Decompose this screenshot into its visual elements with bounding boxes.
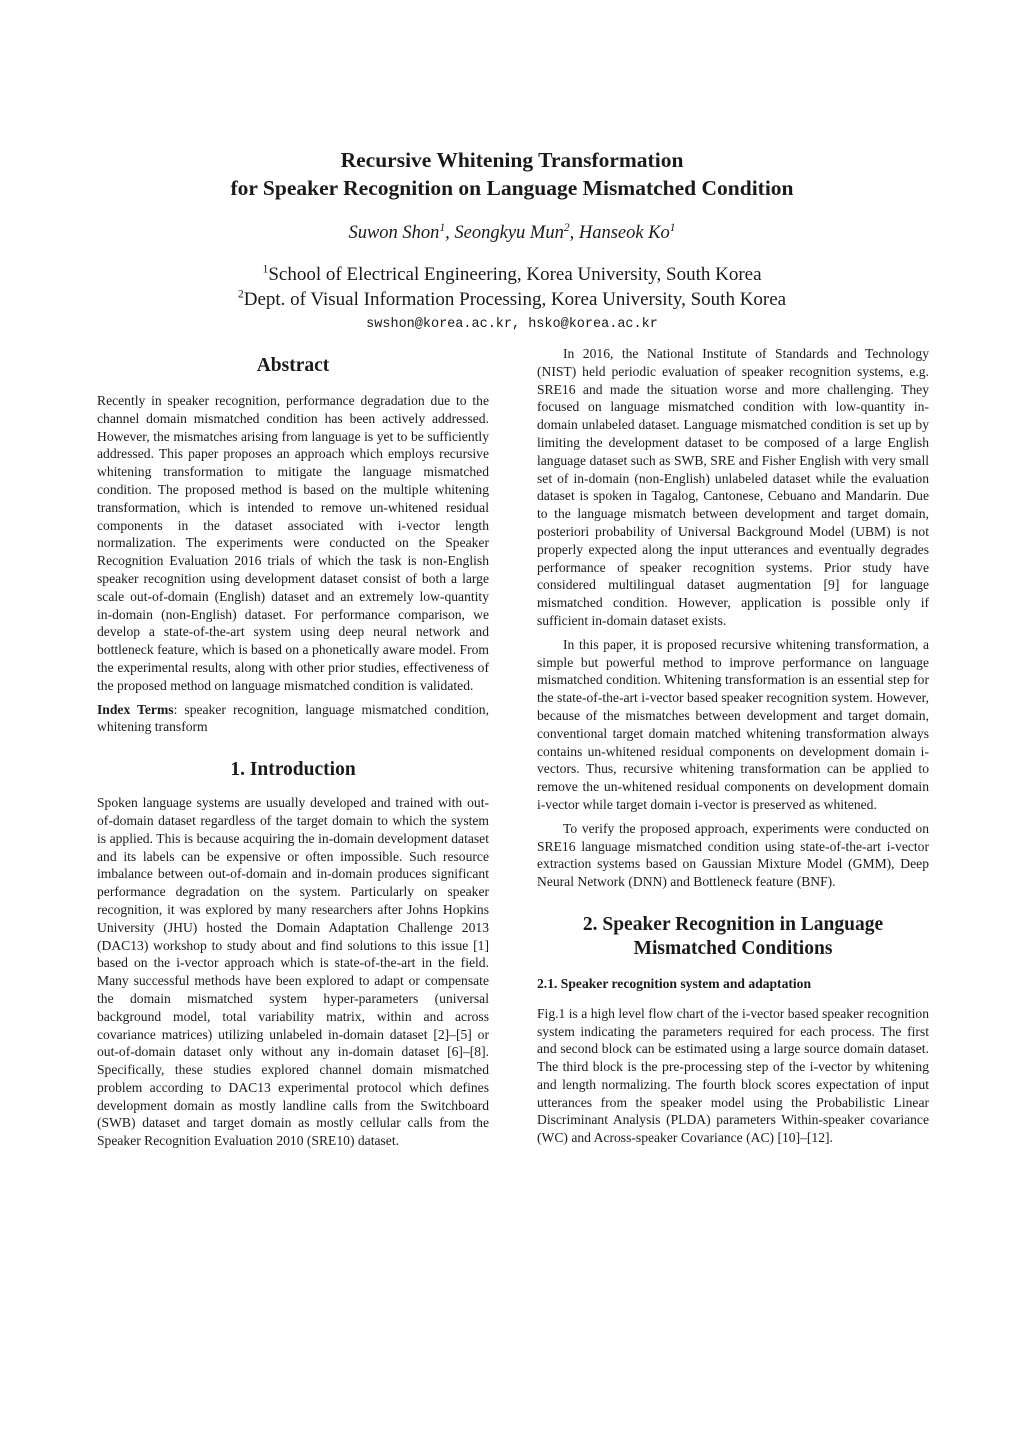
affiliation-line xyxy=(0,262,1024,287)
affiliations xyxy=(0,262,1024,312)
section-2-heading-line-2: Mismatched Conditions xyxy=(633,937,833,959)
introduction-heading: 1. Introduction xyxy=(230,759,356,781)
section-2-heading-line-1: 2. Speaker Recognition in Language xyxy=(582,913,884,935)
abstract-body: Recently in speaker recognition, performance degradation due to the channel domain mismatched condition has been actively addressed. However, the mismatches arising from language is yet to be sufficiently addressed. This paper proposes an approach which employs recursive whitening transformation to mitigate the language mismatched condition. The proposed method is based on the multiple whitening transformation, which is intended to remove un-whitened residual components in the dataset associated with i-vector length normalization. The experiments were conducted on the Speaker Recognition Evaluation 2016 trials of which the task is non-English speaker recognition using development dataset consist of both a large scale out-of-domain (English) dataset and an extremely low-quantity in-domain (non-English) dataset. For performance comparison, we develop a state-of-the-art system using deep neural network and bottleneck feature, which is based on a phonetically aware model. From the experimental results, along with other prior studies, effectiveness of the proposed method on language mismatched condition is validated. xyxy=(97,393,489,693)
left-column xyxy=(97,352,489,1150)
right-column xyxy=(537,345,929,1147)
section-2-heading xyxy=(537,913,929,961)
title-line-1: Recursive Whitening Transformation xyxy=(340,148,684,172)
intro-paragraph-3: In this paper, it is proposed recursive whitening transformation, a simple but powerful method to improve performance on language mismatched condition. Whitening transformation is an essential step for the state-of-the-art i-vector based speaker recognition system. However, because of the mismatches between development and target domain, conventional target domain matched whitening transformation always contains un-whitened residual components on development domain i-vectors. Thus, recursive whitening transformation can be applied to remove the un-whitened residual components on development domain i-vector while target domain i-vector is preserved as whitened. xyxy=(537,636,929,812)
title-line-2: for Speaker Recognition on Language Mismatched Condition xyxy=(230,176,794,200)
intro-paragraph-4: To verify the proposed approach, experiments were conducted on SRE16 language mismatched condition using state-of-the-art i-vector extraction systems based on Gaussian Mixture Model (GMM), Deep Neural Network (DNN) and Bottleneck feature (BNF). xyxy=(537,820,929,890)
index-terms xyxy=(97,701,489,737)
affiliation-mark: 1 xyxy=(262,262,269,276)
affiliation-mark: 2 xyxy=(237,287,244,301)
affiliation-line xyxy=(0,287,1024,312)
section-2-1-paragraph: Fig.1 is a high level flow chart of the i-vector based speaker recognition system indicating the parameters required for each process. The first and second block can be estimated using a large source domain dataset. The third block is the pre-processing step of the i-vector by whitening and length normalizing. The fourth block scores expectation of input utterances from the speaker model using the Probabilistic Linear Discriminant Analysis (PLDA) parameters Within-speaker covariance (WC) and Across-speaker Covariance (AC) [10]–[12]. xyxy=(537,1005,929,1146)
author-emails: swshon@korea.ac.kr, hsko@korea.ac.kr xyxy=(366,317,658,332)
author-name: Hanseok Ko xyxy=(578,223,670,243)
affiliation-text: School of Electrical Engineering, Korea University, South Korea xyxy=(268,264,762,285)
author-name: Seongkyu Mun xyxy=(454,223,564,243)
intro-paragraph-2: In 2016, the National Institute of Standards and Technology (NIST) held periodic evaluation of speaker recognition systems, e.g. SRE16 and made the situation worse and more challenging. They focused on language mismatched condition with low-quantity in-domain unlabeled dataset. Language mismatched condition is set up by limiting the development dataset to be composed of a large English language dataset such as SWB, SRE and Fisher English with very small set of in-domain (non-English) unlabeled dataset while the evaluation dataset is spoken in Tagalog, Cantonese, Cebuano and Mandarin. Due to the language mismatch between development and target domain, posteriori probability of Universal Background Model (UBM) is not properly expected along the input utterances and eventually degrades performance of speaker recognition systems. Prior study have considered multilingual dataset augmentation [9] for language mismatched condition. However, application is possible only if sufficient in-domain dataset exists. xyxy=(537,346,929,628)
affiliation-text: Dept. of Visual Information Processing, Korea University, South Korea xyxy=(243,289,787,310)
author-separator: , xyxy=(569,223,579,243)
intro-paragraph-1: Spoken language systems are usually developed and trained with out-of-domain dataset regardless of the target domain to which the system is applied. This is because acquiring the in-domain development dataset and its labels can be expensive or often impossible. Such resource imbalance between out-of-domain and in-domain produces significant performance degradation on the system. Particularly on speaker recognition, it was explored by many researchers after Johns Hopkins University (JHU) hosted the Domain Adaptation Challenge 2013 (DAC13) workshop to study about and find solutions to this issue [1] based on the i-vector approach which is state-of-the-art in the field. Many successful methods have been explored to adapt or compensate the domain mismatched system hyper-parameters (universal background model, total variability matrix, within and across covariance matrices) utilizing unlabeled in-domain dataset [2]–[5] or out-of-domain dataset only without any in-domain dataset [6]–[8]. Specifically, these studies explored channel domain mismatched problem according to DAC13 experimental protocol which defines development domain as mostly landline calls from the Switchboard (SWB) dataset and target domain as mostly cellular calls from the Speaker Recognition Evaluation 2010 (SRE10) dataset. xyxy=(97,795,489,1149)
subsection-2-1-heading: 2.1. Speaker recognition system and adaptation xyxy=(537,975,812,991)
index-terms-label: Index Terms xyxy=(97,701,174,717)
author-affil-mark: 1 xyxy=(439,221,446,234)
author-separator: , xyxy=(445,223,455,243)
author-list xyxy=(0,220,1024,246)
author-affil-mark: 2 xyxy=(563,221,570,234)
abstract-heading: Abstract xyxy=(256,355,330,376)
author-name: Suwon Shon xyxy=(348,223,440,243)
paper-title xyxy=(0,146,1024,202)
author-affil-mark: 1 xyxy=(669,221,676,234)
index-terms-text: : speaker recognition, language mismatched condition, whitening transform xyxy=(97,701,489,735)
